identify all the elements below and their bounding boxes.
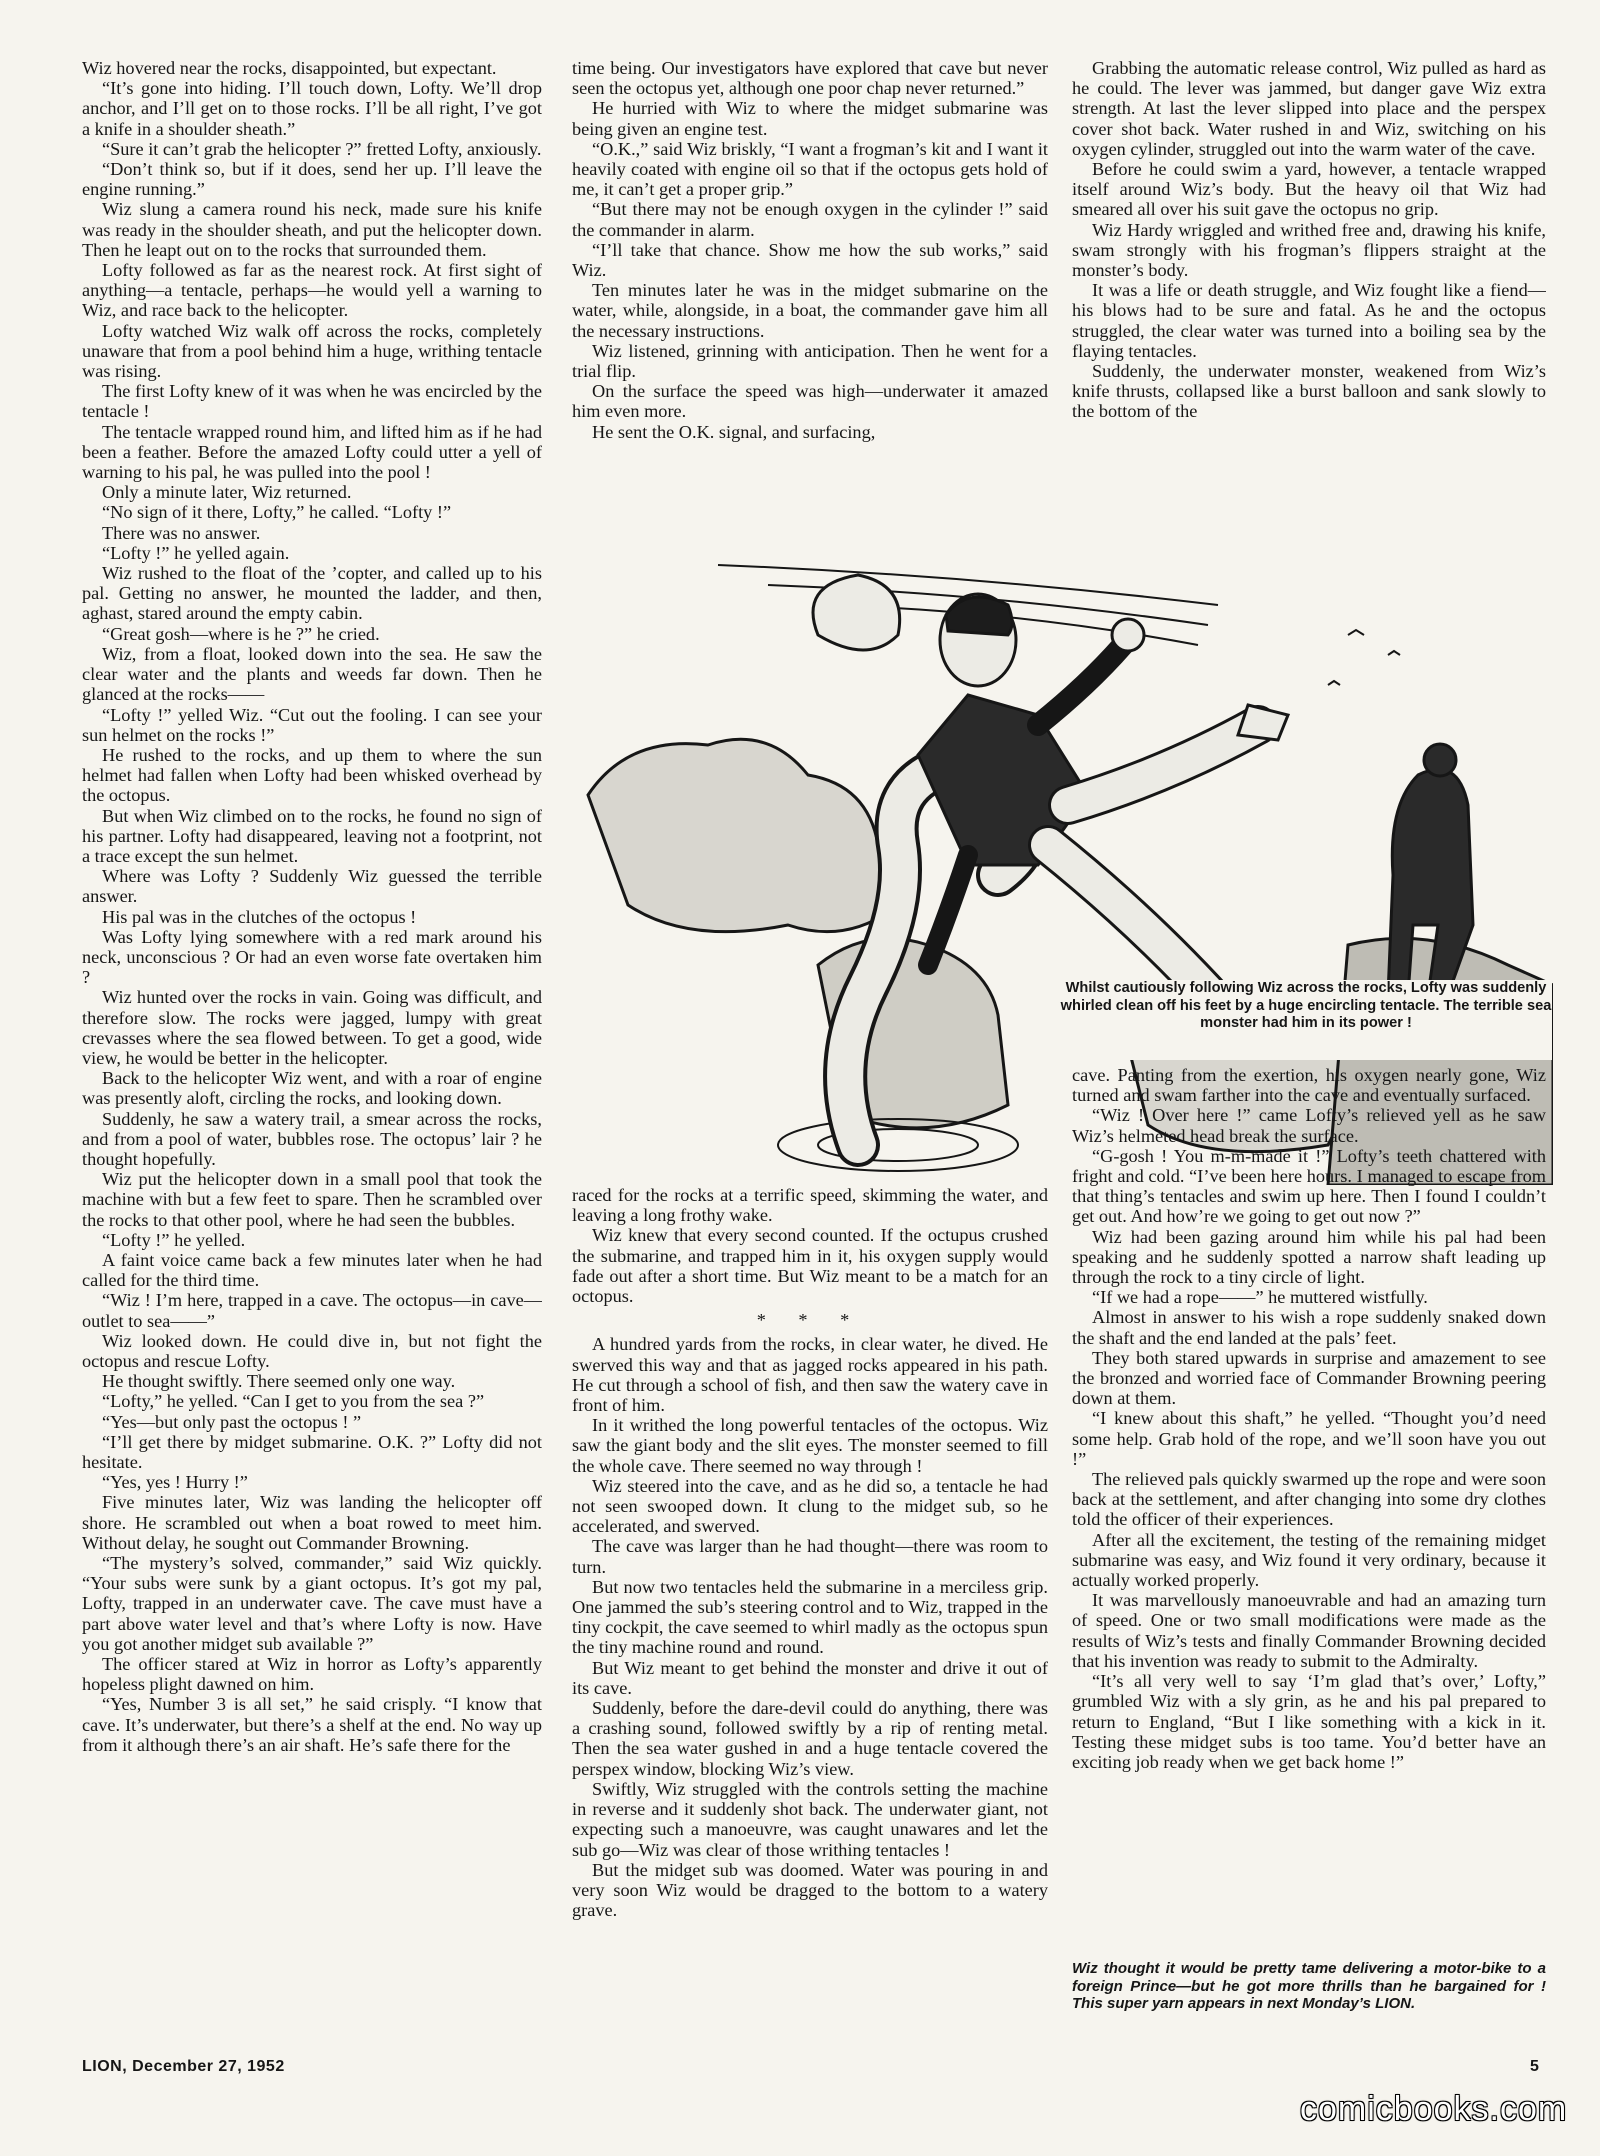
paragraph: His pal was in the clutches of the octopus ! [102, 906, 417, 927]
paragraph: Wiz rushed to the float of the ’copter, and called up to his pal. Getting no answer, he mounted the ladder, and then, aghast, stared around the empty cabin. [82, 563, 542, 624]
column-2-bottom-text [572, 1185, 1048, 2065]
paragraph: Was Lofty lying somewhere with a red mark around his neck, unconscious ? Or had an even worse fate overtaken him ? [82, 926, 542, 988]
paragraph: Lofty watched Wiz walk off across the rocks, completely unaware that from a pool behind him a huge, writhing tentacle was rising. [82, 320, 542, 382]
paragraph: “Don’t think so, but if it does, send her up. I’ll leave the engine running.” [82, 159, 542, 200]
paragraph: “Yes, Number 3 is all set,” he said crisply. “I know that cave. It’s underwater, but there’s a shelf at the end. No way up from it although there’s an air shaft. He’s safe there for the [82, 1694, 542, 1755]
paragraph: Suddenly, the underwater monster, weakened from Wiz’s knife thrusts, collapsed like a burst balloon and sank slowly to the bottom of the [1072, 361, 1546, 422]
paragraph: “Yes, yes ! Hurry !” [102, 1472, 248, 1493]
paragraph: cave. Panting from the exertion, his oxygen nearly gone, Wiz turned and swam farther into the cave and eventually surfaced. [1072, 1065, 1546, 1106]
paragraph: After all the excitement, the testing of the remaining midget submarine was easy, and Wiz found it very ordinary, because it actually worked properly. [1072, 1529, 1546, 1591]
paragraph: He rushed to the rocks, and up them to where the sun helmet had fallen when Lofty had been whisked overhead by the octopus. [82, 744, 542, 806]
paragraph: raced for the rocks at a terrific speed, skimming the water, and leaving a long frothy wake. [572, 1185, 1048, 1226]
paragraph: He thought swiftly. There seemed only one way. [102, 1371, 456, 1392]
paragraph: Grabbing the automatic release control, Wiz pulled as hard as he could. The lever was jammed, but danger gave Wiz extra strength. At last the lever slipped into place and the perspex cover shot back. Water rushed in and Wiz, switching on his oxygen cylinder, struggled out into the warm water of the cave. [1072, 58, 1546, 159]
paragraph: Wiz hovered near the rocks, disappointed, but expectant. [82, 58, 497, 78]
paragraph: “I’ll get there by midget submarine. O.K. ?” Lofty did not hesitate. [82, 1431, 542, 1473]
paragraph: Wiz Hardy wriggled and writhed free and, drawing his knife, swam strongly with his frogman’s flippers straight at the monster’s body. [1072, 219, 1546, 281]
paragraph: But when Wiz climbed on to the rocks, he found no sign of his partner. Lofty had disappeared, leaving not a footprint, not a trace except the sun helmet. [82, 805, 542, 866]
illustration-caption: Whilst cautiously following Wiz across the rocks, Lofty was suddenly whirled clean off his feet by a huge encircling tentacle. The terrible sea monster had him in its power ! [1060, 980, 1552, 1060]
paragraph: “Yes—but only past the octopus ! ” [102, 1411, 362, 1432]
paragraph: Almost in answer to his wish a rope suddenly snaked down the shaft and the end landed at the pals’ feet. [1072, 1307, 1546, 1348]
paragraph: The cave was larger than he had thought—there was room to turn. [572, 1536, 1048, 1577]
paragraph: “Lofty !” he yelled again. [102, 542, 290, 563]
column-3-top-text [1072, 58, 1546, 528]
paragraph: “The mystery’s solved, commander,” said Wiz quickly. “Your subs were sunk by a giant octopus. It’s got my pal, Lofty, trapped in an underwater cave. The cave must have a part above water level and that’s where Lofty is now. Have you got another midget sub available ?” [82, 1553, 542, 1654]
paragraph: He hurried with Wiz to where the midget submarine was being given an engine test. [572, 98, 1048, 139]
paragraph: “Lofty !” yelled Wiz. “Cut out the fooling. I can see your sun helmet on the rocks !” [82, 704, 542, 745]
publication-footer: LION, December 27, 1952 [82, 2058, 285, 2075]
watermark-logo: comicbooks.com [1300, 2090, 1568, 2128]
paragraph: But the midget sub was doomed. Water was pouring in and very soon Wiz would be dragged to the bottom to a watery grave. [572, 1859, 1048, 1921]
column-1-text [82, 58, 542, 2018]
paragraph: Wiz slung a camera round his neck, made sure his knife was ready in the shoulder sheath, and put the helicopter down. Then he leapt out on to the rocks that surrounded them. [82, 199, 542, 260]
paragraph: “Wiz ! I’m here, trapped in a cave. The octopus—in cave—outlet to sea——” [82, 1290, 542, 1331]
paragraph: “If we had a rope——” he muttered wistfully. [1092, 1287, 1428, 1308]
column-3-bottom-text [1072, 1065, 1546, 1955]
paragraph: But now two tentacles held the submarine in a merciless grip. One jammed the sub’s steering control and to Wiz, trapped in the tiny cockpit, the cave seemed to whirl madly as the octopus spun the tiny machine round and round. [572, 1576, 1048, 1658]
paragraph: It was marvellously manoeuvrable and had an amazing turn of speed. One or two small modifications were made as the results of Wiz’s tests and finally Commander Browning decided that his invention was ready to submit to the Admiralty. [1072, 1590, 1546, 1671]
paragraph: “Sure it can’t grab the helicopter ?” fretted Lofty, anxiously. [102, 138, 542, 159]
paragraph: * * * [756, 1310, 864, 1331]
paragraph: The officer stared at Wiz in horror as Lofty’s apparently hopeless plight dawned on him. [82, 1654, 542, 1695]
paragraph: “I’ll take that chance. Show me how the sub works,” said Wiz. [572, 239, 1048, 281]
paragraph: Wiz listened, grinning with anticipation. Then he went for a trial flip. [572, 340, 1048, 382]
paragraph: But Wiz meant to get behind the monster and drive it out of its cave. [572, 1657, 1048, 1698]
paragraph: “Great gosh—where is he ?” he cried. [102, 623, 380, 644]
paragraph: The relieved pals quickly swarmed up the rope and were soon back at the settlement, and after changing into some dry clothes told the officer of their experiences. [1072, 1469, 1546, 1530]
paragraph: Suddenly, before the dare-devil could do anything, there was a crashing sound, followed swiftly by a rip of renting metal. Then the sea water gushed in and a huge tentacle covered the perspex window, blocking Wiz’s view. [572, 1698, 1048, 1779]
page-number: 5 [1530, 2058, 1539, 2075]
paragraph: “Lofty,” he yelled. “Can I get to you from the sea ?” [102, 1391, 485, 1412]
paragraph: Wiz looked down. He could dive in, but not fight the octopus and rescue Lofty. [82, 1330, 542, 1371]
paragraph: Lofty followed as far as the nearest rock. At first sight of anything—a tentacle, perhaps—he would yell a warning to Wiz, and race back to the helicopter. [82, 260, 542, 321]
paragraph: It was a life or death struggle, and Wiz fought like a fiend—his blows had to be sure and fatal. As he and the octopus struggled, the clear water was turned into a boiling sea by the flaying tentacles. [1072, 280, 1546, 361]
paragraph: Wiz put the helicopter down in a small pool that took the machine with but a few feet to spare. Then he scrambled over the rocks to that other pool, where he had seen the bubbles. [82, 1169, 542, 1230]
paragraph: “It’s all very well to say ‘I’m glad that’s over,’ Lofty,” grumbled Wiz with a sly grin, as he and his pal prepared to return to England, “But I like something with a kick in it. Testing these midget subs is too tame. You’d better have an exciting job ready when we get back home !” [1072, 1671, 1546, 1772]
paragraph: A hundred yards from the rocks, in clear water, he dived. He swerved this way and that as jagged rocks appeared in his path. He cut through a school of fish, and then saw the watery cave in front of him. [572, 1334, 1048, 1416]
paragraph: “I knew about this shaft,” he yelled. “Thought you’d need some help. Grab hold of the rope, and we’ll soon have you out !” [1072, 1408, 1546, 1469]
paragraph: A faint voice came back a few minutes later when he had called for the third time. [82, 1249, 542, 1291]
paragraph: Five minutes later, Wiz was landing the helicopter off shore. He scrambled out when a boat rowed to meet him. Without delay, he sought out Commander Browning. [82, 1492, 542, 1553]
paragraph: Where was Lofty ? Suddenly Wiz guessed the terrible answer. [82, 866, 542, 907]
paragraph: “It’s gone into hiding. I’ll touch down, Lofty. We’ll drop anchor, and I’ll get on to those rocks. I’ll be all right, I’ve got a knife in a shoulder sheath.” [82, 78, 542, 139]
paragraph: Suddenly, he saw a watery trail, a smear across the rocks, and from a pool of water, bubbles rose. The octopus’ lair ? he thought hopefully. [82, 1108, 542, 1169]
paragraph: “No sign of it there, Lofty,” he called. “Lofty !” [102, 502, 452, 523]
paragraph: Ten minutes later he was in the midget submarine on the water, while, alongside, in a boat, the commander gave him all the necessary instructions. [572, 280, 1048, 341]
next-issue-teaser: Wiz thought it would be pretty tame delivering a motor-bike to a foreign Prince—but he got more thrills than he bargained for ! This super yarn appears in next Monday’s LION. [1072, 1960, 1546, 2012]
paragraph: Swiftly, Wiz struggled with the controls setting the machine in reverse and it suddenly shot back. The underwater giant, not expecting such a manoeuvre, was caught unawares and let the sub go—Wiz was clear of those writhing tentacles ! [572, 1778, 1048, 1860]
paragraph: Back to the helicopter Wiz went, and with a roar of engine was presently aloft, circling the rocks, and looking down. [82, 1068, 542, 1109]
paragraph: “Lofty !” he yelled. [102, 1229, 246, 1250]
paragraph: “Wiz ! Over here !” came Lofty’s relieved yell as he saw Wiz’s helmeted head break the surface. [1072, 1105, 1546, 1146]
paragraph: “O.K.,” said Wiz briskly, “I want a frogman’s kit and I want it heavily coated with engine oil so that if the octopus gets hold of me, it can’t get a proper grip.” [572, 138, 1048, 200]
paragraph: Wiz steered into the cave, and as he did so, a tentacle he had not seen swooped down. It clung to the midget sub, so he accelerated, and swerved. [572, 1475, 1048, 1537]
paragraph: On the surface the speed was high—underwater it amazed him even more. [572, 381, 1048, 422]
paragraph: “G-gosh ! You m-m-made it !” Lofty’s teeth chattered with fright and cold. “I’ve been here hours. I managed to escape from that thing’s tentacles and swim up here. Then I found I couldn’t get out. And how’re we going to get out now ?” [1072, 1145, 1546, 1227]
column-2-top-text [572, 58, 1048, 528]
paragraph: The first Lofty knew of it was when he was encircled by the tentacle ! [82, 381, 542, 422]
paragraph: There was no answer. [102, 522, 261, 543]
paragraph: In it writhed the long powerful tentacles of the octopus. Wiz saw the giant body and the slit eyes. The monster seemed to fill the whole cave. There seemed no way through ! [572, 1415, 1048, 1476]
paragraph: He sent the O.K. signal, and surfacing, [592, 421, 876, 442]
paragraph: They both stared upwards in surprise and amazement to see the bronzed and worried face of Commander Browning peering down at them. [1072, 1347, 1546, 1409]
paragraph: Before he could swim a yard, however, a tentacle wrapped itself around Wiz’s body. But the heavy oil that Wiz had smeared all over his suit gave the octopus no grip. [1072, 159, 1546, 220]
paragraph: Wiz hunted over the rocks in vain. Going was difficult, and therefore slow. The rocks were jagged, lumpy with great crevasses where the sea flowed between. To get a good, wide view, he would be better in the helicopter. [82, 987, 542, 1068]
paragraph: Wiz knew that every second counted. If the octupus crushed the submarine, and trapped him in it, his oxygen supply would fade out after a short time. But Wiz meant to be a match for an octopus. [572, 1225, 1048, 1307]
paragraph: Only a minute later, Wiz returned. [102, 482, 352, 503]
paragraph: time being. Our investigators have explored that cave but never seen the octopus yet, although one poor chap never returned.” [572, 58, 1048, 99]
paragraph: Wiz, from a float, looked down into the sea. He saw the clear water and the plants and weeds far down. Then he glanced at the rocks—— [82, 643, 542, 705]
paragraph: The tentacle wrapped round him, and lifted him as if he had been a feather. Before the amazed Lofty could utter a yell of warning to his pal, he was pulled into the pool ! [82, 421, 542, 483]
paragraph: “But there may not be enough oxygen in the cylinder !” said the commander in alarm. [572, 199, 1048, 240]
paragraph: Wiz had been gazing around him while his pal had been speaking and he suddenly spotted a narrow shaft leading up through the rock to a tiny circle of light. [1072, 1226, 1546, 1288]
